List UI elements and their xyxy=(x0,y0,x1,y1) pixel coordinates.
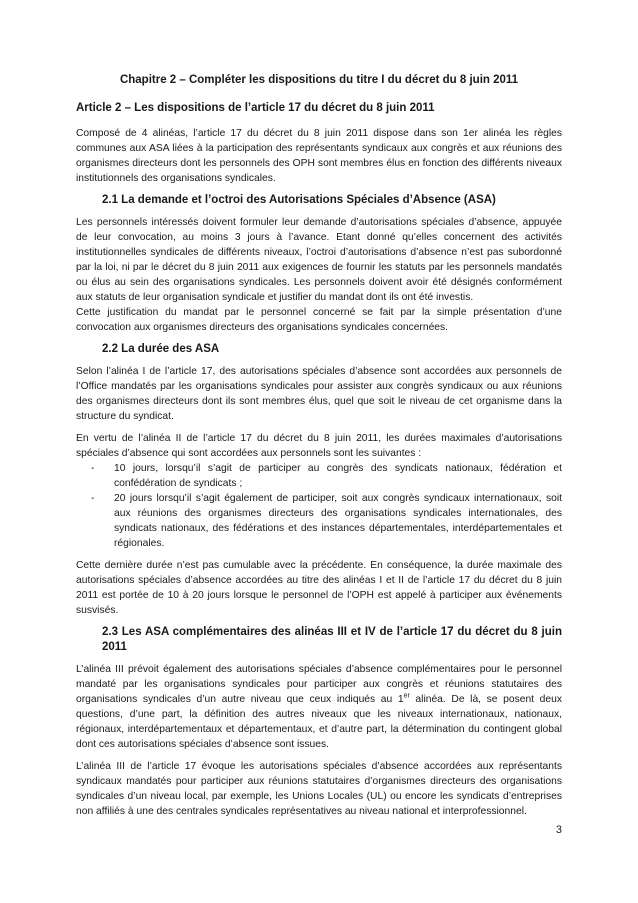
article-title: Article 2 – Les dispositions de l’article 17 du décret du 8 juin 2011 xyxy=(76,102,435,114)
paragraph: Cette dernière durée n’est pas cumulable avec la précédente. En conséquence, la durée maximale des autorisations spéciales d’absence accordées au titre des alinéas I et II de l’article 17 du décret du 8 juin 2011 est portée de 10 à 20 jours lorsque le personnel de l’OPH est appelé à participer aux événements susvisés. xyxy=(76,560,562,616)
text-span: alinéa. De là, se posent deux questions, d’une part, la définition des autres niveaux que les niveaux internationaux, nationaux, régionaux, interdépartementaux et départementaux, et d’autre part, la détermination du contingent global dont ces autorisations spéciales d’absence sont issues. xyxy=(76,694,562,750)
text-span: L’alinéa III prévoit également des autorisations spéciales d’absence complémentaires pour le personnel mandaté par les organisations syndicales pour participer aux congrès et réunions statutaires des organisations syndicales d’un autre niveau que ceux indiqués au 1 xyxy=(76,664,562,705)
section-heading-2-2: 2.2 La durée des ASA xyxy=(102,343,220,355)
paragraph: Les personnels intéressés doivent formuler leur demande d’autorisations spéciales d’absence, appuyée de leur convocation, au moins 3 jours à l’avance. Etant donné qu’elles concernent des activités institutionnelles syndicales de différents niveaux, l’octroi d’autorisations d’absence n’est pas subordonné par la loi, ni par le décret du 8 juin 2011 aux exigences de fournir les statuts par les personnels mandatés ou élus au sein des organisations syndicales. Les personnels doivent avoir été désignés conformément aux statuts de leur organisation syndicale et justifier du mandat dont ils ont été investis. xyxy=(76,217,562,303)
section-heading-2-3: 2.3 Les ASA complémentaires des alinéas III et IV de l’article 17 du décret du 8 juin 2011 xyxy=(102,626,562,653)
page-number: 3 xyxy=(555,824,562,836)
superscript: er xyxy=(403,692,410,700)
list-item: - 20 jours lorsqu’il s’agit également de participer, soit aux congrès syndicaux internationaux, soit aux réunions des organismes directeurs des organisations syndicales internationales, des syndicats nationaux, des fédérations et des instances départementales, interdépartementales et régionales. xyxy=(76,491,562,551)
paragraph: Cette justification du mandat par le personnel concerné se fait par la simple présentation d’une convocation aux organismes directeurs des organisations syndicales concernées. xyxy=(76,307,562,333)
chapter-title: Chapitre 2 – Compléter les dispositions du titre I du décret du 8 juin 2011 xyxy=(119,74,519,86)
section-heading-2-1: 2.1 La demande et l’octroi des Autorisations Spéciales d’Absence (ASA) xyxy=(102,194,496,206)
paragraph: Selon l’alinéa I de l’article 17, des autorisations spéciales d’absence sont accordées aux personnels de l’Office mandatés par les organisations syndicales pour assister aux congrès syndicaux ou aux réunions des organismes directeurs dont ils sont membres élus, quel que soit le niveau de cet organisme dans la structure du syndicat. xyxy=(76,366,562,422)
paragraph: En vertu de l’alinéa II de l’article 17 du décret du 8 juin 2011, les durées maximales d’autorisations spéciales d’absence qui sont accordées aux personnels sont les suivantes : xyxy=(76,433,562,459)
list-item: - 10 jours, lorsqu’il s’agit de participer au congrès des syndicats nationaux, fédération et confédération de syndicats ; xyxy=(76,461,562,491)
paragraph xyxy=(76,662,562,752)
intro-paragraph: Composé de 4 alinéas, l’article 17 du décret du 8 juin 2011 dispose dans son 1er alinéa les règles communes aux ASA liées à la participation des représentants syndicaux aux congrès et aux réunions des organismes directeurs dont les personnels des OPH sont membres élus en fonction des différents niveaux institutionnels des organisations syndicales. xyxy=(76,128,562,184)
document-body xyxy=(76,126,562,826)
paragraph: L’alinéa III de l’article 17 évoque les autorisations spéciales d’absence accordées aux représentants syndicaux mandatés pour participer aux réunions statutaires d’organismes directeurs des organisations syndicales d’un niveau local, par exemple, les Unions Locales (UL) ou encore les syndicats d’entreprises non affiliés à une des centrales syndicales représentatives au niveau national et interprofessionnel. xyxy=(76,761,562,817)
duration-list xyxy=(76,461,562,551)
